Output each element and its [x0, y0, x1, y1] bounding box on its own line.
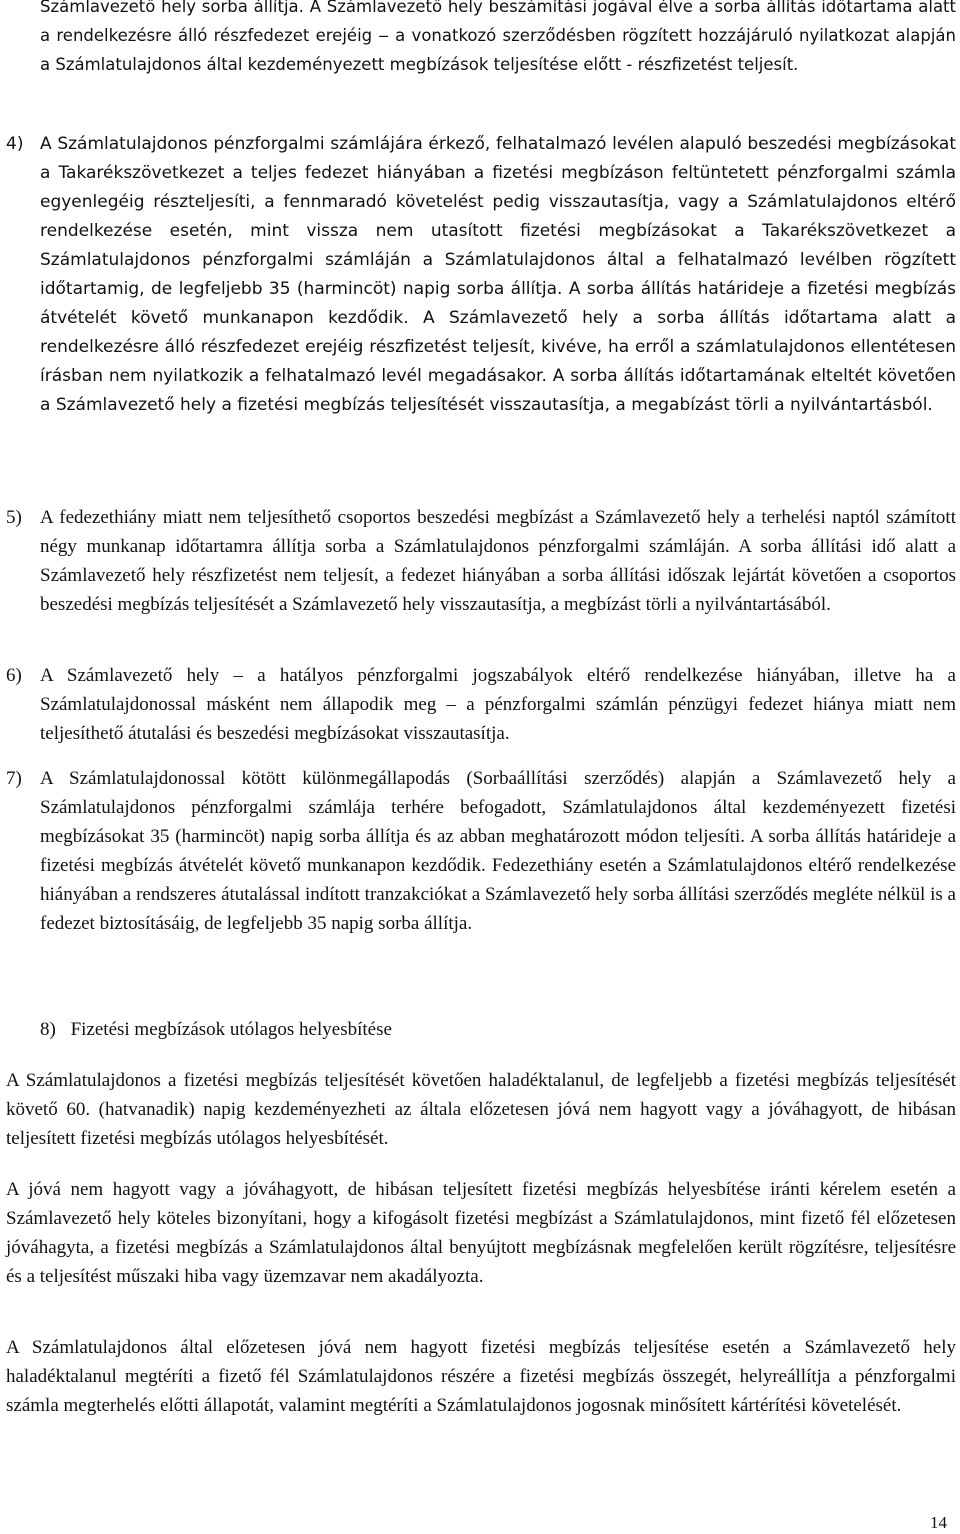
list-item-number: 5): [6, 507, 22, 528]
section-number: 8): [40, 1019, 56, 1040]
list-item-number: 7): [6, 768, 22, 789]
list-item-number: 4): [6, 134, 24, 154]
list-item-text: A fedezethiány miatt nem teljesíthető csoportos beszedési megbízást a Számlavezető hely a terhelési naptól számított négy munkanap időtartamra állítja sorba a Számlatulajdonos pénzforgalmi számláján. A sorba állítási idő alatt a Számlavezető hely részfizetést nem teljesít, a fedezet hiányában a sorba állítási időszak lejártát követően a csoportos beszedési megbízás teljesítését a Számlavezető hely visszautasítja, a megbízást törli a nyilvántartásából.: [40, 507, 956, 615]
list-item-7: [6, 764, 956, 938]
list-item-4: [6, 130, 956, 420]
section-title: Fizetési megbízások utólagos helyesbítése: [70, 1019, 392, 1040]
list-item-text: A Számlatulajdonossal kötött különmegállapodás (Sorbaállítási szerződés) alapján a Számlavezető hely a Számlatulajdonos pénzforgalmi számlája terhére befogadott, Számlatulajdonos által kezdeményezett fizetési megbízásokat 35 (harmincöt) napig sorba állítja és az abban meghatározott módon teljesíti. A sorba állítás határideje a fizetési megbízás átvételét követő munkanapon kezdődik. Fedezethiány esetén a Számlatulajdonos eltérő rendelkezése hiányában a rendszeres átutalással indított tranzakciókat a Számlavezető hely sorba állítási szerződés megléte nélkül is a fedezet biztosításáig, de legfeljebb 35 napig sorba állítja.: [40, 768, 956, 934]
list-item-5: [6, 503, 956, 619]
list-item-text: A Számlatulajdonos pénzforgalmi számlájára érkező, felhatalmazó levélen alapuló beszedési megbízásokat a Takarékszövetkezet a teljes fedezet hiányában a fizetési megbízáson feltüntetett pénzforgalmi számla egyenlegéig részteljesíti, a fennmaradó követelést pedig visszautasítja, vagy a Számlatulajdonos eltérő rendelkezése esetén, mint vissza nem utasított fizetési megbízásokat a Takarékszövetkezet a Számlatulajdonos pénzforgalmi számláján a Számlatulajdonos által a felhatalmazó levélben rögzített időtartamig, de legfeljebb 35 (harmincöt) napig sorba állítja. A sorba állítás határideje a fizetési megbízás átvételét követő munkanapon kezdődik. A Számlavezető hely a sorba állítás időtartama alatt a rendelkezésre álló részfedezet erejéig részfizetést teljesít, kivéve, ha erről a számlatulajdonos ellentétesen írásban nem nyilatkozik a felhatalmazó levél megadásakor. A sorba állítás időtartamának elteltét követően a Számlavezető hely a fizetési megbízás teljesítését visszautasítja, a megabízást törli a nyilvántartásból.: [40, 134, 956, 415]
body-paragraph: A jóvá nem hagyott vagy a jóváhagyott, de hibásan teljesített fizetési megbízás helyesbítése iránti kérelem esetén a Számlavezető hely köteles bizonyítani, hogy a kifogásolt fizetési megbízást a Számlatulajdonos, mint fizető fél előzetesen jóváhagyta, a fizetési megbízás a Számlatulajdonos által benyújtott megbízásnak megfelelően került rögzítésre, teljesítésre és a teljesítést műszaki hiba vagy üzemzavar nem akadályozta.: [6, 1179, 956, 1287]
intro-paragraph: Számlavezető hely sorba állítja. A Számlavezető hely beszámítási jogával élve a sorba állítás időtartama alatt a rendelkezésre álló részfedezet erejéig ‒ a vonatkozó szerződésben rögzített hozzájáruló nyilatkozat alapján a Számlatulajdonos által kezdeményezett megbízások teljesítése előtt - részfizetést teljesít.: [40, 0, 956, 74]
section-heading-8: [40, 1015, 740, 1044]
body-paragraph: A Számlatulajdonos által előzetesen jóvá nem hagyott fizetési megbízás teljesítése esetén a Számlavezető hely haladéktalanul megtéríti a fizető fél Számlatulajdonos részére a fizetési megbízás összegét, helyreállítja a pénzforgalmi számla megterhelés előtti állapotát, valamint megtéríti a Számlatulajdonos jogosnak minősített kártérítési követelését.: [6, 1337, 956, 1416]
list-item-number: 6): [6, 665, 22, 686]
page-number: 14: [930, 1513, 947, 1532]
list-item-text: A Számlavezető hely ‒ a hatályos pénzforgalmi jogszabályok eltérő rendelkezése hiányában, illetve ha a Számlatulajdonossal másként nem állapodik meg ‒ a pénzforgalmi számlán pénzügyi fedezet hiánya miatt nem teljesíthető átutalási és beszedési megbízásokat visszautasítja.: [40, 665, 956, 744]
list-item-6: [6, 661, 956, 748]
body-paragraph: A Számlatulajdonos a fizetési megbízás teljesítését követően haladéktalanul, de legfeljebb a fizetési megbízás teljesítését követő 60. (hatvanadik) napig kezdeményezheti az általa előzetesen jóvá nem hagyott vagy a jóváhagyott, de hibásan teljesített fizetési megbízás utólagos helyesbítését.: [6, 1070, 956, 1149]
